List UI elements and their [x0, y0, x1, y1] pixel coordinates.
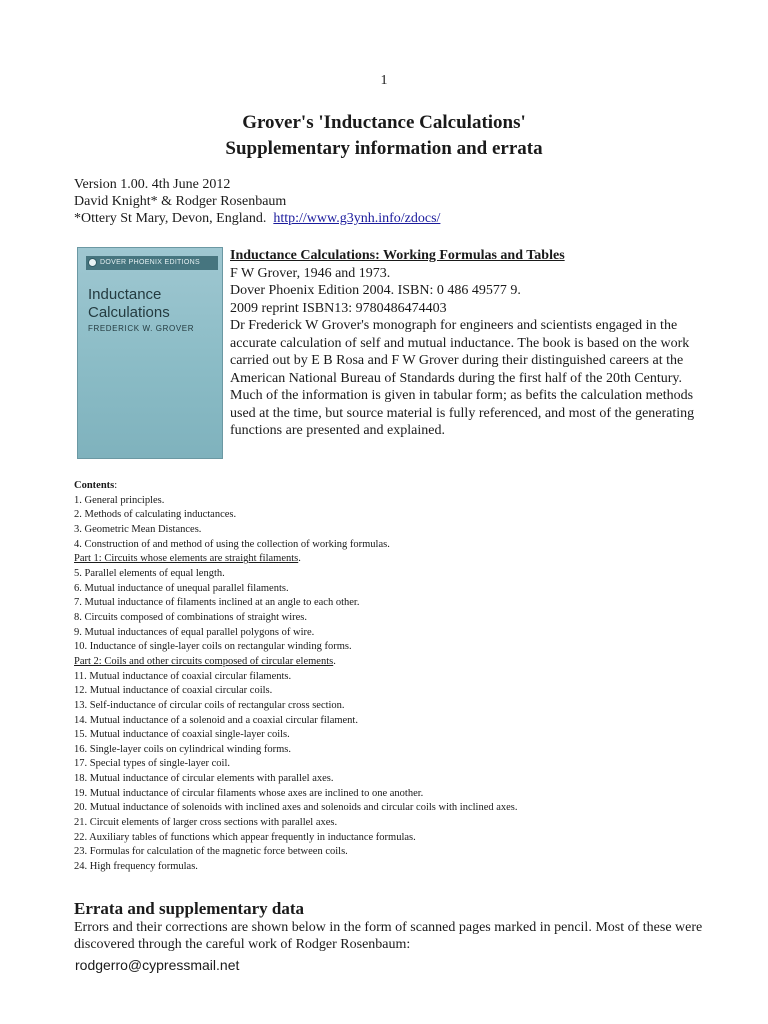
contents-list — [74, 479, 714, 875]
book-title: Inductance Calculations: Working Formulas and Tables — [230, 248, 565, 263]
title-line-1: Grover's 'Inductance Calculations' — [242, 112, 526, 133]
dover-logo-icon — [88, 258, 97, 267]
contents-item: 8. Circuits composed of combinations of straight wires. — [74, 611, 308, 623]
contents-part-label: Part 2: Coils and other circuits composed of circular elements — [74, 655, 334, 667]
contents-item: 7. Mutual inductance of filaments inclined at an angle to each other. — [74, 597, 360, 609]
contents-item: 3. Geometric Mean Distances. — [74, 523, 202, 535]
page-title — [0, 110, 768, 162]
contents-item: 23. Formulas for calculation of the magnetic force between coils. — [74, 846, 348, 858]
errata-section — [74, 899, 714, 953]
contents-item: 6. Mutual inductance of unequal parallel filaments. — [74, 582, 289, 594]
contents-item: 2. Methods of calculating inductances. — [74, 509, 237, 521]
contents-item: 14. Mutual inductance of a solenoid and a coaxial circular filament. — [74, 714, 358, 726]
book-info — [230, 247, 700, 440]
contents-item: 9. Mutual inductances of equal parallel polygons of wire. — [74, 626, 315, 638]
website-link[interactable]: http://www.g3ynh.info/zdocs/ — [273, 211, 441, 226]
contents-item: 17. Special types of single-layer coil. — [74, 758, 230, 770]
book-line-1: F W Grover, 1946 and 1973. — [230, 265, 391, 281]
contents-item: 21. Circuit elements of larger cross sections with parallel axes. — [74, 817, 338, 829]
contents-item: 11. Mutual inductance of coaxial circular filaments. — [74, 670, 292, 682]
book-cover-image — [77, 247, 223, 459]
location-text: *Ottery St Mary, Devon, England. — [74, 211, 267, 226]
contents-item: 12. Mutual inductance of coaxial circular coils. — [74, 685, 273, 697]
version-line: Version 1.00. 4th June 2012 — [74, 177, 231, 192]
contents-item: 19. Mutual inductance of circular filaments whose axes are inclined to one another. — [74, 787, 424, 799]
contents-part-heading: Part 2: Coils and other circuits composed of circular elements. — [74, 655, 336, 667]
title-line-2: Supplementary information and errata — [225, 138, 543, 159]
contents-item: 15. Mutual inductance of coaxial single-layer coils. — [74, 729, 290, 741]
contents-item: 1. General principles. — [74, 494, 165, 506]
contents-item: 16. Single-layer coils on cylindrical winding forms. — [74, 743, 291, 755]
contents-item: 4. Construction of and method of using the collection of working formulas. — [74, 538, 390, 550]
location-line — [74, 210, 440, 227]
contents-item: 5. Parallel elements of equal length. — [74, 567, 225, 579]
document-meta — [74, 176, 440, 227]
cover-author: FREDERICK W. GROVER — [88, 324, 195, 333]
contents-item: 24. High frequency formulas. — [74, 861, 198, 873]
cover-title: Inductance Calculations — [88, 286, 170, 321]
book-description: Dr Frederick W Grover's monograph for engineers and scientists engaged in the accurate calculation of self and mutual inductance. The book is based on the work carried out by E B Rosa and F W Grover during their distinguished careers at the American National Bureau of Standards during the first half of the 20th Century. Much of the information is given in tabular form; as befits the calculation methods used at the time, but source material is fully referenced, and most of the generating functions are presented and explained. — [230, 318, 695, 438]
cover-series-banner: DOVER PHOENIX EDITIONS — [86, 256, 218, 270]
contents-heading-text: Contents — [74, 480, 115, 491]
contact-email: rodgerro@cypressmail.net — [75, 957, 240, 973]
contents-item: 18. Mutual inductance of circular elements with parallel axes. — [74, 773, 334, 785]
contents-heading: Contents: — [74, 480, 118, 491]
contents-item: 20. Mutual inductance of solenoids with inclined axes and solenoids and circular coils with inclined axes. — [74, 802, 518, 814]
errata-heading: Errata and supplementary data — [74, 899, 304, 918]
page-number: 1 — [380, 73, 388, 88]
contents-part-label: Part 1: Circuits whose elements are straight filaments — [74, 553, 299, 565]
book-line-3: 2009 reprint ISBN13: 9780486474403 — [230, 300, 447, 316]
contents-items — [74, 494, 714, 875]
contents-item: 10. Inductance of single-layer coils on rectangular winding forms. — [74, 641, 352, 653]
contents-item: 13. Self-inductance of circular coils of rectangular cross section. — [74, 699, 345, 711]
errata-text: Errors and their corrections are shown below in the form of scanned pages marked in pencil. Most of these were discovered through the careful work of Rodger Rosenbaum: — [74, 920, 703, 952]
contents-part-heading: Part 1: Circuits whose elements are straight filaments. — [74, 553, 301, 565]
book-line-2: Dover Phoenix Edition 2004. ISBN: 0 486 49577 9. — [230, 283, 521, 298]
authors-line: David Knight* & Rodger Rosenbaum — [74, 194, 287, 209]
contents-item: 22. Auxiliary tables of functions which appear frequently in inductance formulas. — [74, 831, 416, 843]
